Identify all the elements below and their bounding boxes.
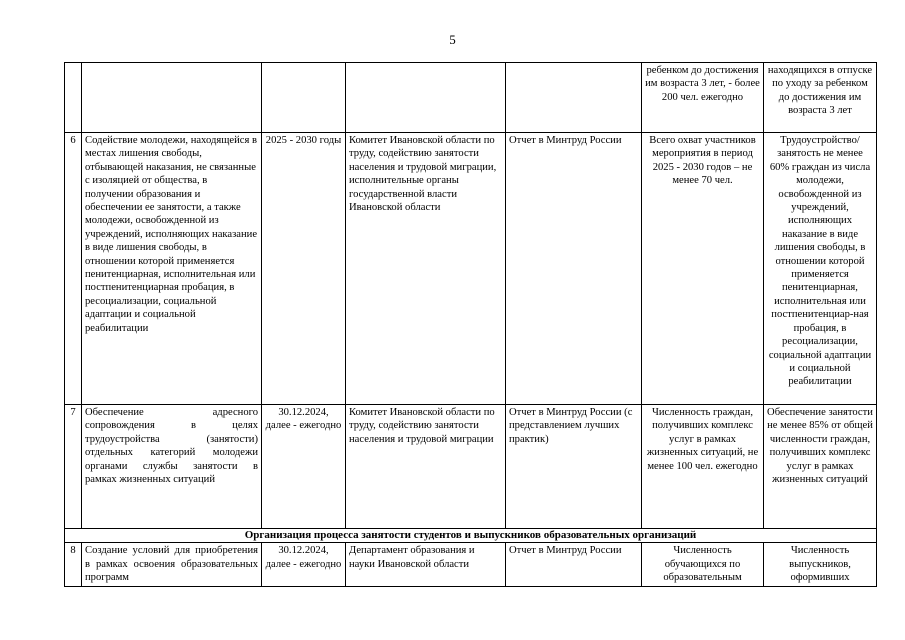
result-cell: находящихся в отпуске по уходу за ребенком до достижения им возраста 3 лет bbox=[764, 63, 877, 133]
table-row-continuation bbox=[65, 63, 877, 133]
term-cell: 30.12.2024, далее - ежегодно bbox=[262, 543, 346, 587]
executor-cell: Комитет Ивановской области по труду, содействию занятости населения и трудовой миграции bbox=[346, 405, 506, 529]
num-cell bbox=[65, 63, 82, 133]
result-cell: Численность выпускников, оформивших bbox=[764, 543, 877, 587]
term-cell: 30.12.2024, далее - ежегодно bbox=[262, 405, 346, 529]
report-cell: Отчет в Минтруд России bbox=[506, 133, 642, 405]
table-row bbox=[65, 405, 877, 529]
indicator-cell: ребенком до достижения им возраста 3 лет, - более 200 чел. ежегодно bbox=[642, 63, 764, 133]
term-cell bbox=[262, 63, 346, 133]
page-number: 5 bbox=[449, 32, 456, 47]
executor-cell bbox=[346, 63, 506, 133]
section-header-row bbox=[65, 529, 877, 543]
indicator-cell: Численность граждан, получивших комплекс услуг в рамках жизненных ситуаций, не менее 100 чел. ежегодно bbox=[642, 405, 764, 529]
report-cell bbox=[506, 63, 642, 133]
indicator-cell: Численность обучающихся по образовательным bbox=[642, 543, 764, 587]
table-row bbox=[65, 543, 877, 587]
activity-cell: Создание условий для приобретения в рамках освоения образовательных программ bbox=[82, 543, 262, 587]
executor-cell: Департамент образования и науки Ивановской области bbox=[346, 543, 506, 587]
report-cell: Отчет в Минтруд России (с представлением лучших практик) bbox=[506, 405, 642, 529]
activity-text-last: рамках жизненных ситуаций bbox=[85, 474, 216, 486]
section-title: Организация процесса занятости студентов и выпускников образовательных организаций bbox=[65, 529, 877, 543]
executor-cell: Комитет Ивановской области по труду, содействию занятости населения и трудовой миграции, исполнительные органы государственной власти Ивановской области bbox=[346, 133, 506, 405]
result-cell: Обеспечение занятости не менее 85% от общей численности граждан, получивших комплекс услуг в рамках жизненных ситуаций bbox=[764, 405, 877, 529]
report-cell: Отчет в Минтруд России bbox=[506, 543, 642, 587]
num-cell: 6 bbox=[65, 133, 82, 405]
activity-cell bbox=[82, 405, 262, 529]
activity-cell: Содействие молодежи, находящейся в местах лишения свободы, отбывающей наказания, не связанные с изоляцией от общества, в получении образования и обеспечении ее занятости, а также молодежи, освобожденной из учреждений, исполняющих наказание в виде лишения свободы, в отношении которой применяется пенитенциарная, исполнительная или постпенитенциарная пробация, в ресоциализации, социальной адаптации и социальной реабилитации bbox=[82, 133, 262, 405]
term-cell: 2025 - 2030 годы bbox=[262, 133, 346, 405]
activity-cell bbox=[82, 63, 262, 133]
measures-table bbox=[64, 62, 877, 587]
num-cell: 8 bbox=[65, 543, 82, 587]
num-cell: 7 bbox=[65, 405, 82, 529]
indicator-cell: Всего охват участников мероприятия в период 2025 - 2030 годов – не менее 70 чел. bbox=[642, 133, 764, 405]
result-cell: Трудоустройство/ занятость не менее 60% граждан из числа молодежи, освобожденной из учреждений, исполняющих наказание в виде лишения свободы, в отношении которой применяется пенитенциарная, исполнительная или постпенитенциар-ная пробация, в ресоциализации, социальной адаптации и социальной реабилитации bbox=[764, 133, 877, 405]
activity-text: Обеспечение адресного сопровождения в целях трудоустройства (занятости) отдельных категорий молодежи органами службы занятости в bbox=[85, 407, 258, 472]
table-row bbox=[65, 133, 877, 405]
